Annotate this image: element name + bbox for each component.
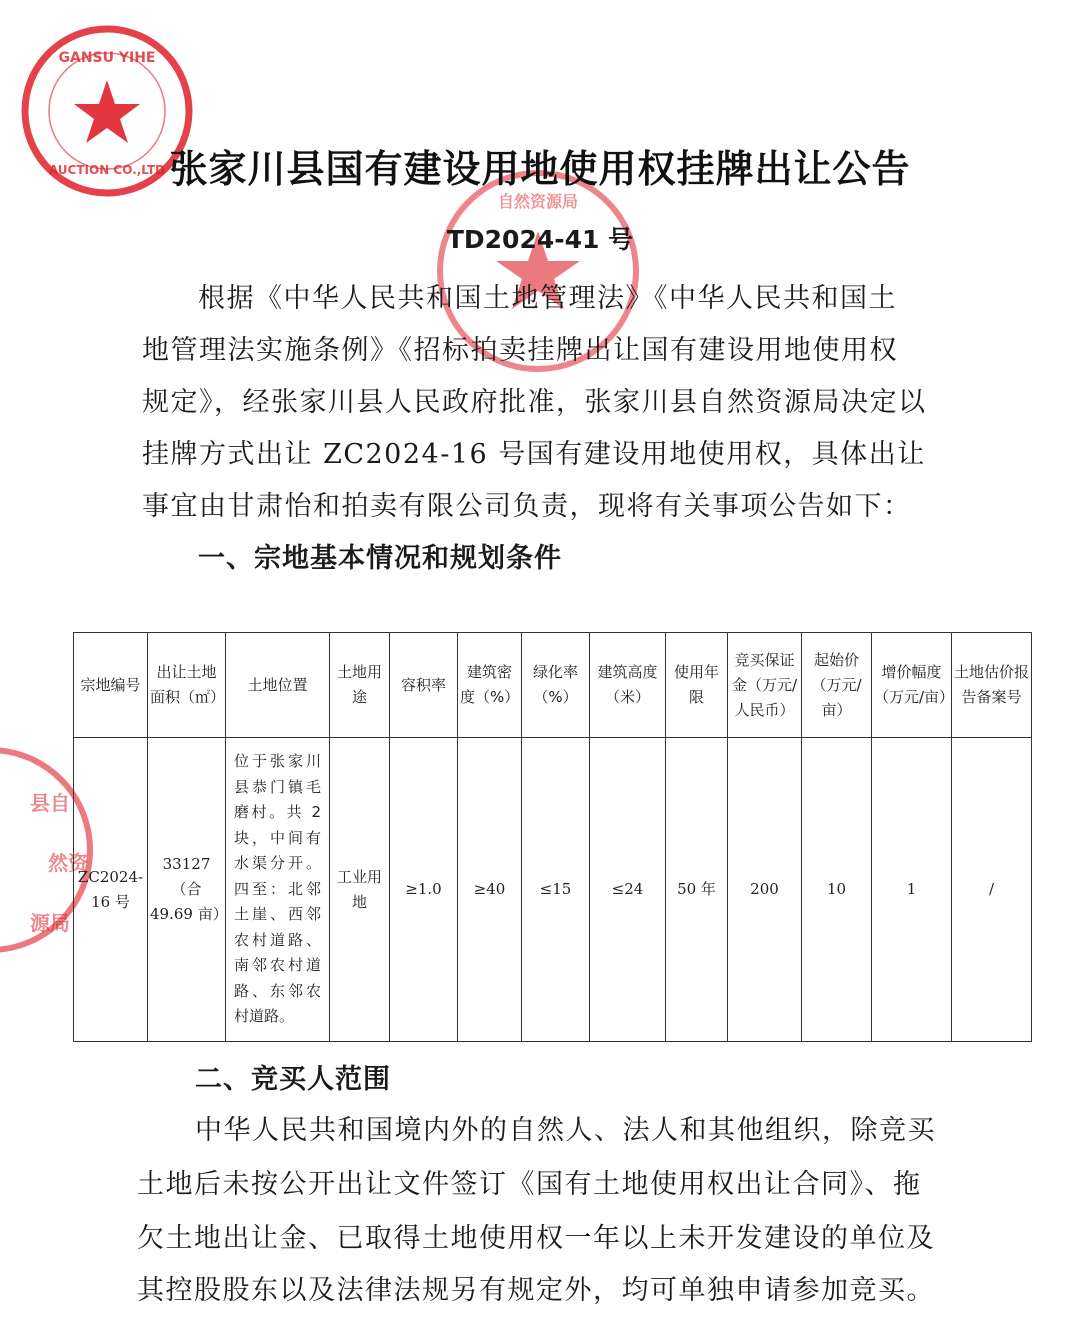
intro-line: 规定》，经张家川县人民政府批准，张家川县自然资源局决定以: [142, 387, 927, 418]
header-appraisal-no: 土地估价报告备案号: [952, 633, 1032, 738]
section2-heading: 二、竞买人范围: [195, 1064, 391, 1095]
cell-green: ≤15: [522, 738, 590, 1042]
cell-area: 33127（合 49.69 亩）: [148, 738, 226, 1042]
cell-parcel-no: ZC2024-16 号: [74, 738, 148, 1042]
cell-density: ≥40: [458, 738, 522, 1042]
document-number: TD2024-41 号: [446, 225, 634, 254]
cell-term: 50 年: [666, 738, 728, 1042]
svg-text:县自: 县自: [30, 791, 70, 815]
header-area: 出让土地面积（㎡）: [148, 633, 226, 738]
section2-line: 欠土地出让金、已取得土地使用权一年以上未开发建设的单位及: [137, 1223, 935, 1254]
header-deposit: 竞买保证金（万元/人民币）: [728, 633, 802, 738]
intro-line: 地管理法实施条例》《招标拍卖挂牌出让国有建设用地使用权: [142, 335, 898, 366]
cell-use: 工业用地: [330, 738, 390, 1042]
svg-text:AUCTION CO.,LTD: AUCTION CO.,LTD: [48, 163, 166, 177]
header-density: 建筑密度（%）: [458, 633, 522, 738]
cell-far: ≥1.0: [390, 738, 458, 1042]
svg-text:源局: 源局: [30, 911, 70, 935]
section2-line: 中华人民共和国境内外的自然人、法人和其他组织，除竞买: [195, 1115, 936, 1146]
cell-increment: 1: [872, 738, 952, 1042]
cell-location: 位于张家川县恭门镇毛磨村。共 2 块，中间有水渠分开。四至：北邻土崖、西邻农村道路、南邻农村道路、东邻农村道路。: [226, 738, 330, 1042]
header-parcel-no: 宗地编号: [74, 633, 148, 738]
header-increment: 增价幅度（万元/亩）: [872, 633, 952, 738]
header-height: 建筑高度（米）: [590, 633, 666, 738]
section1-heading: 一、宗地基本情况和规划条件: [198, 543, 562, 574]
svg-text:GANSU YIHE: GANSU YIHE: [58, 50, 156, 66]
intro-line: 根据《中华人民共和国土地管理法》《中华人民共和国土: [198, 283, 897, 314]
svg-text:自然资源局: 自然资源局: [497, 192, 579, 211]
intro-line: 事宜由甘肃怡和拍卖有限公司负责，现将有关事项公告如下：: [142, 491, 912, 522]
header-start-price: 起始价（万元/亩）: [802, 633, 872, 738]
land-parcel-table: [73, 632, 1032, 1042]
svg-text:然资: 然资: [48, 851, 88, 875]
section2-line: 土地后未按公开出让文件签订《国有土地使用权出让合同》、拖: [137, 1169, 922, 1200]
header-far: 容积率: [390, 633, 458, 738]
cell-deposit: 200: [728, 738, 802, 1042]
intro-line: 挂牌方式出让 ZC2024-16 号国有建设用地使用权，具体出让: [142, 439, 926, 470]
header-green: 绿化率（%）: [522, 633, 590, 738]
cell-height: ≤24: [590, 738, 666, 1042]
cell-start-price: 10: [802, 738, 872, 1042]
table-header-row: [74, 633, 1032, 738]
header-use: 土地用途: [330, 633, 390, 738]
header-term: 使用年限: [666, 633, 728, 738]
header-location: 土地位置: [226, 633, 330, 738]
cell-appraisal-no: /: [952, 738, 1032, 1042]
table-row: [74, 738, 1032, 1042]
document-title: 张家川县国有建设用地使用权挂牌出让公告: [169, 147, 911, 191]
section2-line: 其控股股东以及法律法规另有规定外，均可单独申请参加竞买。: [137, 1275, 935, 1306]
